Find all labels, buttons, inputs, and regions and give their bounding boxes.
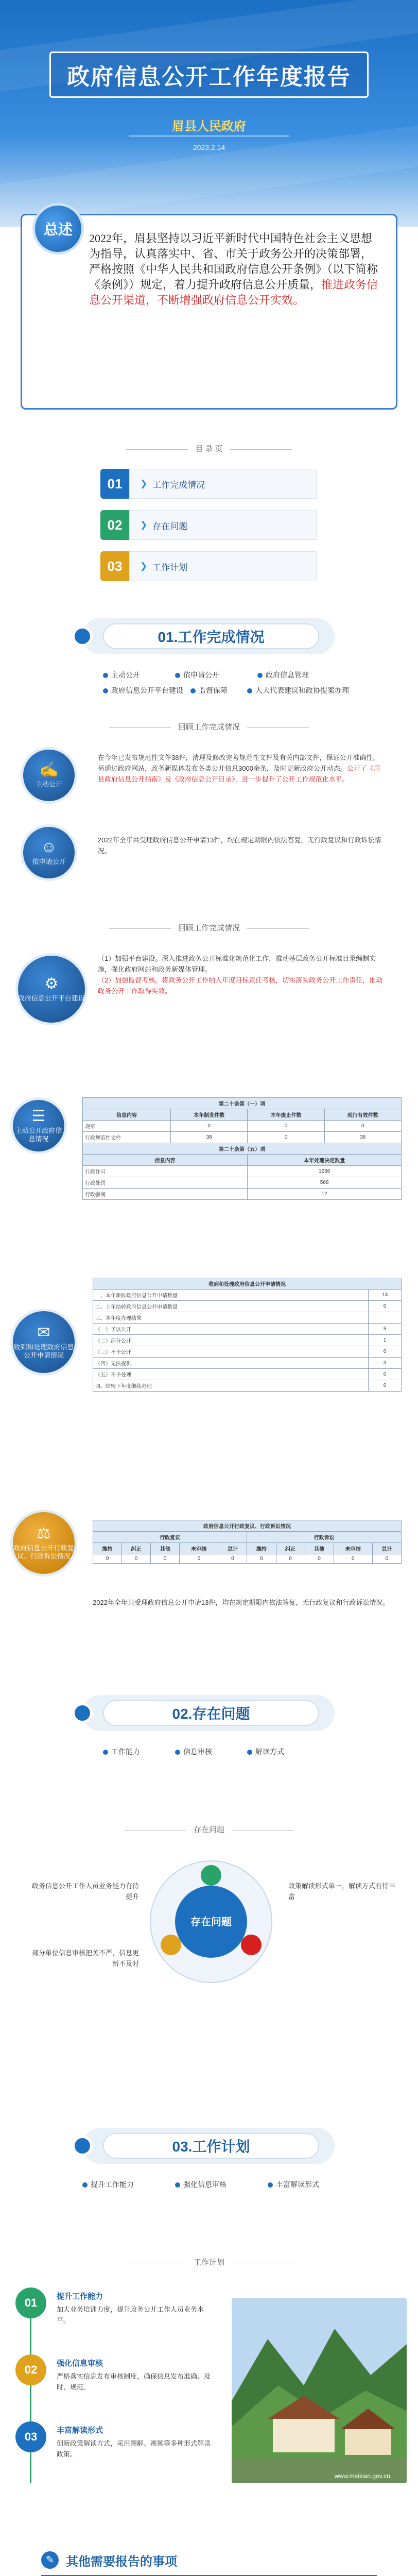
table-row: 一、本年新收政府信息公开申请数量 13 bbox=[93, 1290, 402, 1301]
toc-body bbox=[129, 469, 317, 499]
toc-label: 存在问题 bbox=[152, 521, 188, 531]
problem-text-a: 政务信息公开工作人员业务能力有待提升 bbox=[31, 1882, 139, 1901]
scenery-photo bbox=[232, 2298, 407, 2483]
section-sublabel bbox=[0, 922, 418, 933]
toc-label: 工作完成情况 bbox=[152, 480, 205, 490]
toc-label: 工作计划 bbox=[152, 562, 188, 572]
plan-number: 02 bbox=[15, 2354, 46, 2385]
legend-item: 主动公开 bbox=[103, 670, 140, 680]
table-row: （一）予以公开 9 bbox=[93, 1324, 402, 1335]
table-row: 规章 0 0 0 bbox=[83, 1121, 402, 1132]
table-row: 0 0 0 0 0 0 0 0 0 0 bbox=[93, 1554, 402, 1564]
table-row: （四）无法提供 3 bbox=[93, 1358, 402, 1369]
plan-text: 加大业务培训力度，提升政务公开工作人员业务水平。 bbox=[57, 2306, 204, 2324]
toc-number: 01 bbox=[100, 469, 129, 499]
table-row: 行政处罚 568 bbox=[83, 1177, 402, 1189]
inbox-icon: ✉ bbox=[37, 1324, 50, 1341]
toc-item-3[interactable] bbox=[100, 551, 317, 581]
legend-item: 政府信息公开平台建设 bbox=[103, 685, 183, 696]
legend-item: 工作能力 bbox=[103, 1747, 140, 1757]
table-title: 政府信息公开行政复议、行政诉讼情况 bbox=[93, 1520, 402, 1532]
table-row: 行政规范性文件 38 0 38 bbox=[83, 1132, 402, 1143]
people-icon: ☺ bbox=[41, 839, 57, 856]
table-row: 行政强制 12 bbox=[83, 1189, 402, 1200]
node-dot bbox=[201, 1865, 221, 1886]
scenery-illustration bbox=[232, 2298, 407, 2483]
paragraph-highlight: 公开了《眉县政府信息公开指南》及《政府信息公开目录》，进一步提升了公开工作规范化水平。 bbox=[98, 765, 380, 783]
table-header: 本年处理决定数量 bbox=[248, 1155, 402, 1166]
table-header: 本年废止件数 bbox=[248, 1109, 324, 1121]
scale-icon: ⚖ bbox=[37, 1525, 51, 1542]
handshake-icon: ✍ bbox=[39, 761, 59, 778]
section1-title: 01.工作完成情况 bbox=[103, 623, 319, 649]
summary-text-highlight: 推进政务信息公开渠道，不断增强政府信息公开实效。 bbox=[89, 278, 378, 307]
table-row: 二、上年结转政府信息公开申请数量 0 bbox=[93, 1301, 402, 1312]
publisher-name: 眉县人民政府 bbox=[172, 120, 246, 133]
other-heading bbox=[41, 2545, 377, 2576]
table-header: 信息内容 bbox=[83, 1109, 171, 1121]
legend-item: 丰富解读形式 bbox=[268, 2179, 319, 2190]
plan-number: 03 bbox=[15, 2421, 46, 2452]
icon-platform bbox=[15, 953, 88, 1025]
contents-label-text: 目 录 页 bbox=[195, 445, 223, 453]
plan-title: 提升工作能力 bbox=[57, 2292, 103, 2301]
section-sublabel-text: 存在问题 bbox=[193, 1825, 224, 1834]
toc-body bbox=[129, 510, 317, 540]
legend-item: 提升工作能力 bbox=[82, 2179, 134, 2190]
pill-accent-dot bbox=[72, 1703, 93, 1723]
paragraph-text: 2022年全年共受理政府信息公开申请13件，均在规定期限内依法答复，无行政复议和行政诉讼情况。 bbox=[93, 1599, 390, 1606]
section1-paragraph-d bbox=[93, 1597, 402, 1608]
summary-box bbox=[21, 214, 397, 410]
section-sublabel-text: 回顾工作完成情况 bbox=[178, 723, 240, 732]
chevron-right-icon: ❯ bbox=[140, 479, 148, 488]
legend-item: 强化信息审核 bbox=[175, 2179, 227, 2190]
table-title: 第二十条第（一）项 bbox=[83, 1098, 402, 1109]
summary-badge-label: 总述 bbox=[43, 222, 73, 238]
table-row: 四、结转下年度继续办理 0 bbox=[93, 1380, 402, 1392]
section1-paragraph-a bbox=[98, 752, 386, 785]
info-icon: ✎ bbox=[41, 2551, 59, 2569]
plan-text: 严格落实信息发布审核制度，确保信息发布准确、及时、规范。 bbox=[57, 2372, 211, 2391]
chevron-right-icon: ❯ bbox=[140, 520, 148, 530]
other-title: 其他需要报告的事项 bbox=[66, 2555, 177, 2569]
icon-proactive bbox=[21, 747, 77, 804]
section-sublabel bbox=[0, 2257, 418, 2267]
icon-label: 主动公开 bbox=[35, 781, 62, 788]
photo-watermark: www.meixian.gov.cn bbox=[335, 2472, 390, 2480]
icon-review bbox=[10, 1510, 77, 1577]
plan-text: 创新政策解读方式，采用图解、视频等多种形式解读政策。 bbox=[57, 2439, 211, 2458]
table-row: （五）不予处理 0 bbox=[93, 1369, 402, 1380]
problem-text-b: 政策解读形式单一，解读方式有待丰富 bbox=[288, 1882, 396, 1901]
plan-number: 01 bbox=[15, 2287, 46, 2318]
icon-label: 主动公开政府信息情况 bbox=[15, 1127, 62, 1143]
legend-item: 政府信息管理 bbox=[257, 670, 309, 680]
legend-item: 信息审核 bbox=[175, 1747, 212, 1757]
summary-text-main: 2022年，眉县坚持以习近平新时代中国特色社会主义思想为指导，认真落实中、省、市关于政务公开的决策部署，严格按照《中华人民共和国政府信息公开条例》（以下简称《条例》）规定，着力提升政府信息公开质量， bbox=[89, 232, 378, 291]
gear-icon: ⚙ bbox=[44, 975, 59, 992]
icon-request bbox=[21, 824, 77, 881]
table-row: 行政许可 1236 bbox=[83, 1166, 402, 1177]
problem-center-label: 存在问题 bbox=[190, 1917, 232, 1928]
table-review: 政府信息公开行政复议、行政诉讼情况 行政复议 行政诉讼 维持 纠正 其他 未审结 总计 维持 纠正 其他 未审结 总计 0 0 0 0 0 0 0 0 0 0 bbox=[93, 1520, 402, 1564]
table-header: 行政诉讼 bbox=[247, 1532, 402, 1543]
legend-item: 监督保障 bbox=[190, 685, 228, 696]
icon-label: 政府信息公开行政复议、行政诉讼情况 bbox=[13, 1544, 74, 1560]
icon-proactive-info bbox=[10, 1097, 67, 1154]
section-sublabel bbox=[0, 721, 418, 732]
publish-date: 2023.2.14 bbox=[193, 143, 225, 151]
toc-item-2[interactable] bbox=[100, 510, 317, 540]
document-icon: ☰ bbox=[31, 1108, 46, 1125]
toc-number: 02 bbox=[100, 510, 129, 540]
toc-item-1[interactable] bbox=[100, 469, 317, 499]
section-sublabel bbox=[0, 1824, 418, 1835]
pill-accent-dot bbox=[72, 626, 93, 647]
table-header: 现行有效件数 bbox=[324, 1109, 401, 1121]
plan-title: 丰富解读形式 bbox=[57, 2426, 103, 2435]
paragraph-highlight: （2）加强监督考核。将政务公开工作纳入年度目标责任考核，切实落实政务公开工作责任，推动政务公开工作取得实效。 bbox=[98, 976, 383, 995]
plan-title: 强化信息审核 bbox=[57, 2359, 103, 2368]
section3-title: 03.工作计划 bbox=[103, 2133, 319, 2159]
table-title: 收到和处理政府信息公开申请情况 bbox=[93, 1278, 402, 1290]
icon-label: 依申请公开 bbox=[32, 858, 66, 866]
table-header: 本年制发件数 bbox=[170, 1109, 247, 1121]
problem-text-c: 部分单位信息审核把关不严，信息更新不及时 bbox=[31, 1949, 139, 1968]
hero-banner bbox=[0, 0, 418, 227]
table-row: 三、本年度办理结果 bbox=[93, 1312, 402, 1324]
paragraph-text: 2022年全年共受理政府信息公开申请13件，均在规定期限内依法答复，无行政复议和行政诉讼情况。 bbox=[98, 836, 381, 855]
table-requests bbox=[93, 1278, 402, 1392]
pill-accent-dot bbox=[72, 2136, 93, 2156]
plan-list bbox=[15, 2287, 221, 2494]
table-header: 行政复议 bbox=[93, 1532, 247, 1543]
paragraph-text: （1）加强平台建设。深入推进政务公开标准化规范化工作，推动基层政务公开标准目录编制实施，强化政府网站和政务新媒体管理。 bbox=[98, 955, 376, 973]
icon-label: 政府信息公开平台建设 bbox=[18, 994, 85, 1002]
summary-text bbox=[89, 231, 382, 308]
table-row: （二）部分公开 1 bbox=[93, 1335, 402, 1346]
contents-label bbox=[0, 443, 418, 454]
icon-requests bbox=[10, 1309, 77, 1376]
icon-label: 收到和处理政府信息公开申请情况 bbox=[13, 1343, 74, 1359]
table-header: 信息内容 bbox=[83, 1155, 248, 1166]
chevron-right-icon: ❯ bbox=[140, 561, 148, 571]
node-dot bbox=[241, 1935, 262, 1955]
legend-item: 人大代表建议和政协提案办理 bbox=[247, 685, 349, 696]
toc-body bbox=[129, 551, 317, 581]
section1-paragraph-c bbox=[98, 953, 386, 996]
legend-item: 依申请公开 bbox=[175, 670, 219, 680]
summary-badge bbox=[32, 203, 84, 255]
legend-item: 解读方式 bbox=[247, 1747, 284, 1757]
hero-title-box bbox=[49, 52, 369, 98]
section-sublabel-text: 工作计划 bbox=[193, 2258, 224, 2267]
section2-title: 02.存在问题 bbox=[103, 1700, 319, 1726]
table-title: 第二十条第（五）项 bbox=[83, 1143, 402, 1155]
toc-number: 03 bbox=[100, 551, 129, 581]
section-sublabel-text: 回顾工作完成情况 bbox=[178, 924, 240, 933]
divider bbox=[129, 135, 289, 137]
problem-diagram bbox=[144, 1855, 278, 1989]
paragraph-text: 在今年已发布规范性文件38件，清理及修改完善规范性文件及有关内部文件，保证公开准确性，另通过政府网站，政务新媒体发布各类公开信息3000余条，及时更新政府公开动态。 bbox=[98, 754, 380, 772]
table-row: （三）不予公开 0 bbox=[93, 1346, 402, 1358]
page-title: 政府信息公开工作年度报告 bbox=[67, 64, 351, 90]
section1-paragraph-b bbox=[98, 835, 386, 856]
node-dot bbox=[161, 1935, 181, 1955]
table-proactive bbox=[82, 1097, 402, 1200]
